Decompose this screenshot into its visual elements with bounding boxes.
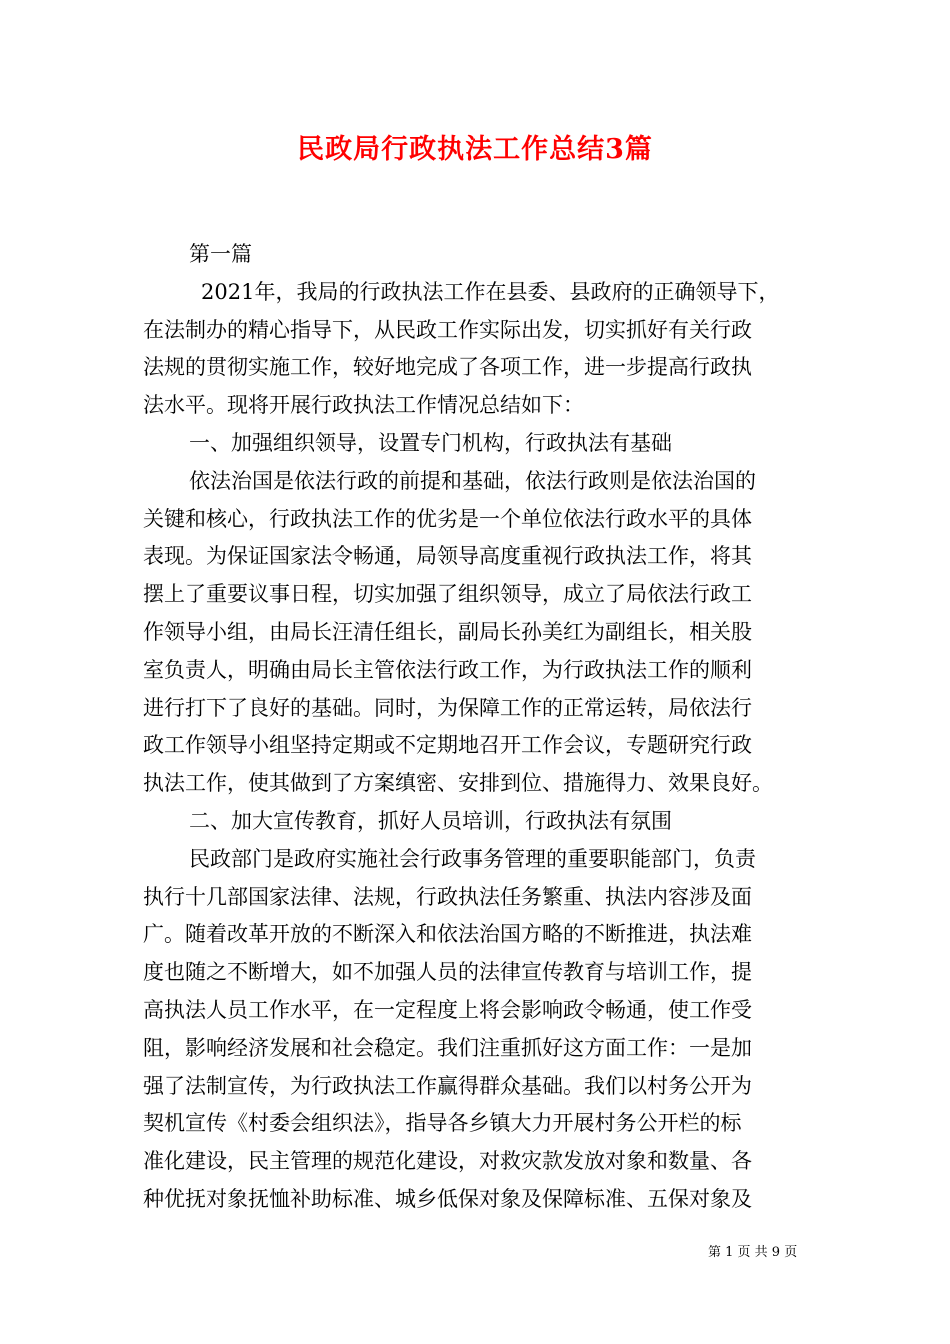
paragraph-line: 强了法制宣传，为行政执法工作赢得群众基础。我们以村务公开为 — [143, 1073, 752, 1098]
paragraph-line: 表现。为保证国家法令畅通，局领导高度重视行政执法工作，将其 — [143, 544, 752, 569]
paragraph-line: 进行打下了良好的基础。同时，为保障工作的正常运转，局依法行 — [143, 695, 752, 720]
paragraph-line: 法规的贯彻实施工作，较好地完成了各项工作，进一步提高行政执 — [143, 355, 752, 380]
paragraph-line: 种优抚对象抚恤补助标准、城乡低保对象及保障标准、五保对象及 — [143, 1186, 752, 1211]
paragraph-line: 作领导小组，由局长汪清任组长，副局长孙美红为副组长，相关股 — [143, 619, 752, 644]
paragraph-line: 准化建设，民主管理的规范化建设，对救灾款发放对象和数量、各 — [143, 1149, 752, 1174]
paragraph-line: 2021年，我局的行政执法工作在县委、县政府的正确领导下， — [201, 279, 780, 304]
page-number-footer: 第 1 页 共 9 页 — [708, 1245, 798, 1260]
document-body — [143, 236, 811, 1219]
section-heading-1: 一、加强组织领导，设置专门机构，行政执法有基础 — [189, 430, 672, 455]
document-title: 民政局行政执法工作总结3篇 — [297, 134, 653, 165]
paragraph-line: 在法制办的精心指导下，从民政工作实际出发，切实抓好有关行政 — [143, 317, 752, 342]
paragraph-line: 民政部门是政府实施社会行政事务管理的重要职能部门，负责 — [189, 846, 756, 871]
paragraph-line: 执行十几部国家法律、法规，行政执法任务繁重、执法内容涉及面 — [143, 884, 752, 909]
paragraph-line: 高执法人员工作水平，在一定程度上将会影响政令畅通，使工作受 — [143, 997, 752, 1022]
paragraph-line: 摆上了重要议事日程，切实加强了组织领导，成立了局依法行政工 — [143, 582, 752, 607]
paragraph-line: 契机宣传《村委会组织法》，指导各乡镇大力开展村务公开栏的标 — [143, 1111, 742, 1136]
paragraph-line: 法水平。现将开展行政执法工作情况总结如下： — [143, 393, 584, 418]
section-heading-2: 二、加大宣传教育，抓好人员培训，行政执法有氛围 — [189, 808, 672, 833]
section-label: 第一篇 — [189, 242, 252, 266]
paragraph-line: 关键和核心，行政执法工作的优劣是一个单位依法行政水平的具体 — [143, 506, 752, 531]
paragraph-line: 政工作领导小组坚持定期或不定期地召开工作会议，专题研究行政 — [143, 733, 752, 758]
paragraph-line: 依法治国是依法行政的前提和基础，依法行政则是依法治国的 — [189, 468, 756, 493]
paragraph-line: 执法工作，使其做到了方案缜密、安排到位、措施得力、效果良好。 — [143, 771, 773, 796]
paragraph-line: 阻，影响经济发展和社会稳定。我们注重抓好这方面工作：一是加 — [143, 1035, 752, 1060]
paragraph-line: 广。随着改革开放的不断深入和依法治国方略的不断推进，执法难 — [143, 922, 752, 947]
paragraph-line: 度也随之不断增大，如不加强人员的法律宣传教育与培训工作，提 — [143, 960, 752, 985]
paragraph-line: 室负责人，明确由局长主管依法行政工作，为行政执法工作的顺利 — [143, 657, 752, 682]
